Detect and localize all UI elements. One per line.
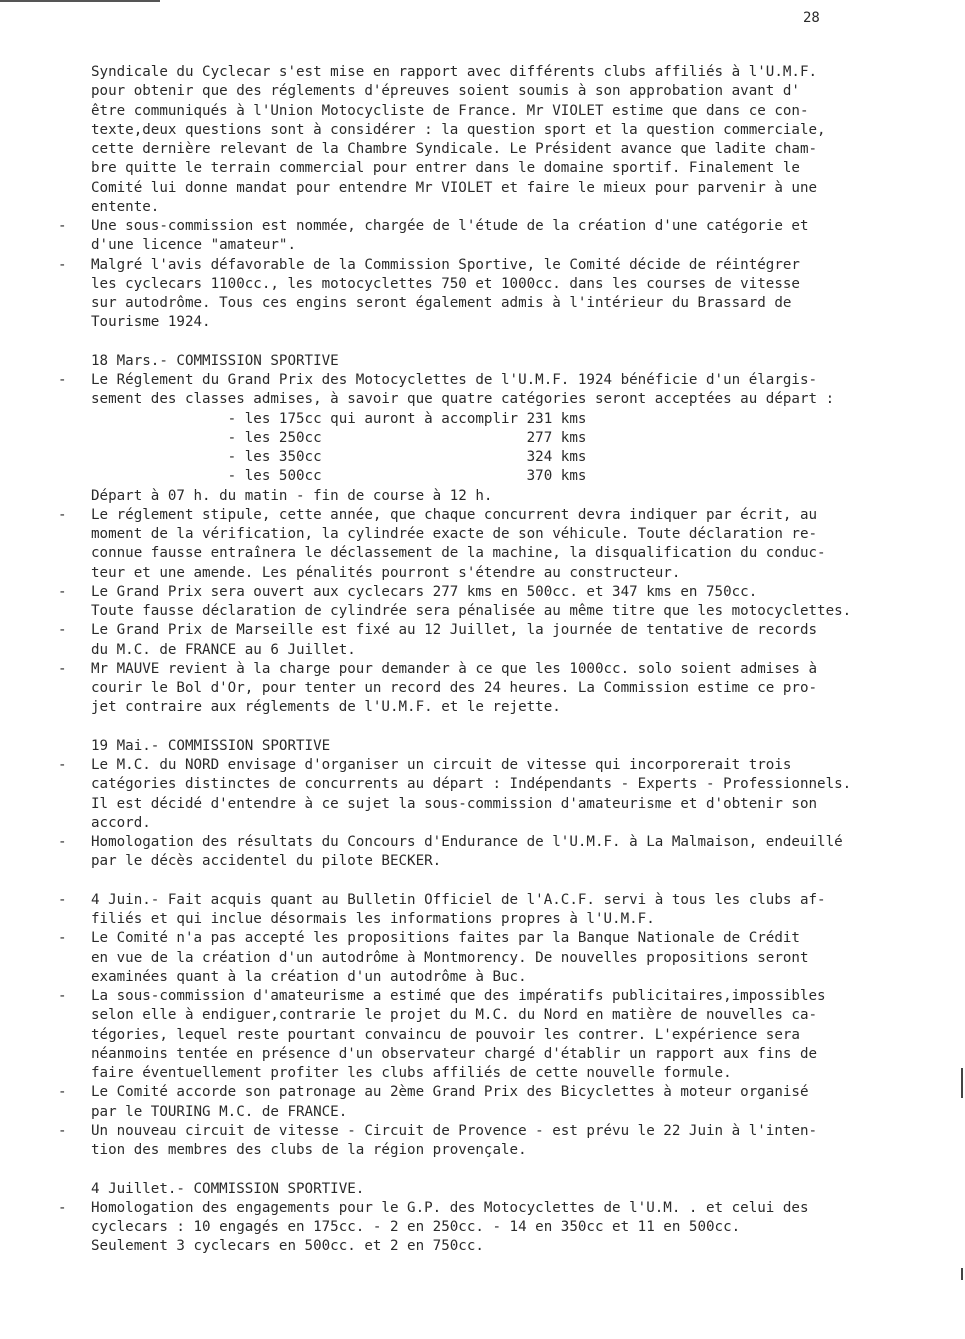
text-line: - les 500cc 370 kms xyxy=(91,468,587,485)
text-line: - Le Comité accorde son patronage au 2ème Grand Prix des Bicyclettes à moteur organisé xyxy=(91,1083,951,1102)
paragraph-gap xyxy=(91,872,951,891)
paragraph xyxy=(91,737,951,756)
text-line: catégories distinctes de concurrents au départ : Indépendants - Experts - Professionnels. xyxy=(91,776,852,793)
bulleted-paragraph xyxy=(91,891,951,930)
text-line: connue fausse entraînera le déclassement de la machine, la disqualification du conduc- xyxy=(91,545,826,562)
text-line: 4 Juillet.- COMMISSION SPORTIVE. xyxy=(91,1180,365,1197)
text-line: bre quitte le terrain commercial pour entrer dans le domaine sportif. Finalement le xyxy=(91,160,800,177)
bulleted-paragraph xyxy=(91,929,951,987)
page-number: 28 xyxy=(803,10,820,26)
text-line: en vue de la création d'un autodrôme à Montmorency. De nouvelles propositions seront xyxy=(91,949,809,966)
bulleted-paragraph xyxy=(91,756,951,833)
text-line: moment de la vérification, la cylindrée exacte de son véhicule. Toute déclaration re- xyxy=(91,526,818,542)
text-line: - Le Réglement du Grand Prix des Motocyclettes de l'U.M.F. 1924 bénéficie d'un élargis- xyxy=(91,371,951,390)
text-line: - Le Grand Prix de Marseille est fixé au 12 Juillet, la journée de tentative de records xyxy=(91,621,951,640)
text-line: selon elle à endiguer,contrarie le projet du M.C. du Nord en matière de nouvelles ca- xyxy=(91,1007,818,1024)
bulleted-paragraph xyxy=(91,833,951,872)
text-line: sement des classes admises, à savoir que quatre catégories seront acceptées au départ : xyxy=(91,391,835,408)
text-line: courir le Bol d'Or, pour tenter un record des 24 heures. La Commission estime ce pro- xyxy=(91,680,818,696)
text-line: 18 Mars.- COMMISSION SPORTIVE xyxy=(91,352,339,369)
paragraph-gap xyxy=(91,718,951,737)
paragraph-gap xyxy=(91,333,951,352)
text-line: faire éventuellement profiter les clubs affiliés de cette nouvelle formule. xyxy=(91,1065,732,1081)
text-line: - les 175cc qui auront à accomplir 231 kms xyxy=(91,410,587,427)
paragraph xyxy=(91,1180,951,1199)
bulleted-paragraph xyxy=(91,621,951,660)
text-line: Tourisme 1924. xyxy=(91,314,211,331)
text-line: - Une sous-commission est nommée, chargée de l'étude de la création d'une catégorie et xyxy=(91,217,951,236)
text-line: les cyclecars 1100cc., les motocyclettes 750 et 1000cc. dans les courses de vitesse xyxy=(91,275,800,292)
text-line: par le TOURING M.C. de FRANCE. xyxy=(91,1103,348,1120)
text-line: - Mr MAUVE revient à la charge pour demander à ce que les 1000cc. solo soient admises à xyxy=(91,660,951,679)
document-body xyxy=(91,63,951,1257)
bulleted-paragraph xyxy=(91,660,951,718)
text-line: jet contraire aux réglements de l'U.M.F. et le rejette. xyxy=(91,699,561,716)
text-line: être communiqués à l'Union Motocycliste de France. Mr VIOLET estime que dans ce con- xyxy=(91,102,809,119)
paragraph-gap xyxy=(91,1160,951,1179)
text-line: sur autodrôme. Tous ces engins seront également admis à l'intérieur du Brassard de xyxy=(91,295,792,311)
text-line: tégories, lequel reste pourtant convaincu de pouvoir les contrer. L'expérience sera xyxy=(91,1026,800,1043)
bulleted-paragraph xyxy=(91,1122,951,1161)
paragraph xyxy=(91,63,951,217)
text-line: entente. xyxy=(91,198,160,215)
text-line: - 4 Juin.- Fait acquis quant au Bulletin Officiel de l'A.C.F. servi à tous les clubs af- xyxy=(91,891,951,910)
bulleted-paragraph xyxy=(91,987,951,1083)
text-line: d'une licence "amateur". xyxy=(91,237,296,254)
text-line: - Homologation des résultats du Concours d'Endurance de l'U.M.F. à La Malmaison, endeuillé xyxy=(91,833,951,852)
text-line: - Le réglement stipule, cette année, que chaque concurrent devra indiquer par écrit, au xyxy=(91,506,951,525)
text-line: - les 250cc 277 kms xyxy=(91,429,587,446)
bulleted-paragraph xyxy=(91,256,951,333)
text-line: texte,deux questions sont à considérer : la question sport et la question commerciale, xyxy=(91,121,826,138)
text-line: Seulement 3 cyclecars en 500cc. et 2 en 750cc. xyxy=(91,1238,484,1255)
text-line: - Le Grand Prix sera ouvert aux cyclecars 277 kms en 500cc. et 347 kms en 750cc. xyxy=(91,583,951,602)
text-line: Toute fausse déclaration de cylindrée sera pénalisée au même titre que les motocyclettes. xyxy=(91,603,852,619)
bulleted-paragraph xyxy=(91,583,951,622)
text-line: Il est décidé d'entendre à ce sujet la sous-commission d'amateurisme et d'obtenir son xyxy=(91,795,818,812)
bulleted-paragraph xyxy=(91,371,951,506)
text-line: Comité lui donne mandat pour entendre Mr VIOLET et faire le mieux pour parvenir à une xyxy=(91,179,818,196)
text-line: - Un nouveau circuit de vitesse - Circuit de Provence - est prévu le 22 Juin à l'inten- xyxy=(91,1122,951,1141)
text-line: - La sous-commission d'amateurisme a estimé que des impératifs publicitaires,impossibles xyxy=(91,987,951,1006)
text-line: tion des membres des clubs de la région provençale. xyxy=(91,1142,527,1158)
bulleted-paragraph xyxy=(91,1083,951,1122)
text-line: - Le Comité n'a pas accepté les propositions faites par la Banque Nationale de Crédit xyxy=(91,929,951,948)
text-line: - Le M.C. du NORD envisage d'organiser un circuit de vitesse qui incorporerait trois xyxy=(91,756,951,775)
text-line: pour obtenir que des réglements d'épreuves soient soumis à son approbation avant d' xyxy=(91,83,800,100)
text-line: Syndicale du Cyclecar s'est mise en rapport avec différents clubs affiliés à l'U.M.F. xyxy=(91,64,818,80)
text-line: 19 Mai.- COMMISSION SPORTIVE xyxy=(91,737,331,754)
paragraph xyxy=(91,352,951,371)
margin-mark xyxy=(961,1068,963,1098)
top-edge-rule xyxy=(0,0,160,2)
text-line: - les 350cc 324 kms xyxy=(91,449,587,465)
bulleted-paragraph xyxy=(91,217,951,256)
bulleted-paragraph xyxy=(91,506,951,583)
text-line: Départ à 07 h. du matin - fin de course à 12 h. xyxy=(91,487,493,504)
text-line: - Malgré l'avis défavorable de la Commission Sportive, le Comité décide de réintégrer xyxy=(91,256,951,275)
text-line: du M.C. de FRANCE au 6 Juillet. xyxy=(91,641,356,658)
text-line: par le décès accidentel du pilote BECKER. xyxy=(91,853,442,870)
bulleted-paragraph xyxy=(91,1199,951,1257)
text-line: néanmoins tentée en présence d'un observateur chargé d'établir un rapport aux fins de xyxy=(91,1045,818,1062)
text-line: cette dernière relevant de la Chambre Syndicale. Le Président avance que ladite cham- xyxy=(91,141,818,157)
text-line: accord. xyxy=(91,814,151,831)
text-line: teur et une amende. Les pénalités pourront s'étendre au constructeur. xyxy=(91,564,681,581)
text-line: examinées quant à la création d'un autodrôme à Buc. xyxy=(91,968,527,985)
text-line: cyclecars : 10 engagés en 175cc. - 2 en 250cc. - 14 en 350cc et 11 en 500cc. xyxy=(91,1219,741,1235)
margin-mark xyxy=(961,1268,963,1280)
text-line: - Homologation des engagements pour le G.P. des Motocyclettes de l'U.M. . et celui des xyxy=(91,1199,951,1218)
text-line: filiés et qui inclue désormais les informations propres à l'U.M.F. xyxy=(91,911,655,927)
